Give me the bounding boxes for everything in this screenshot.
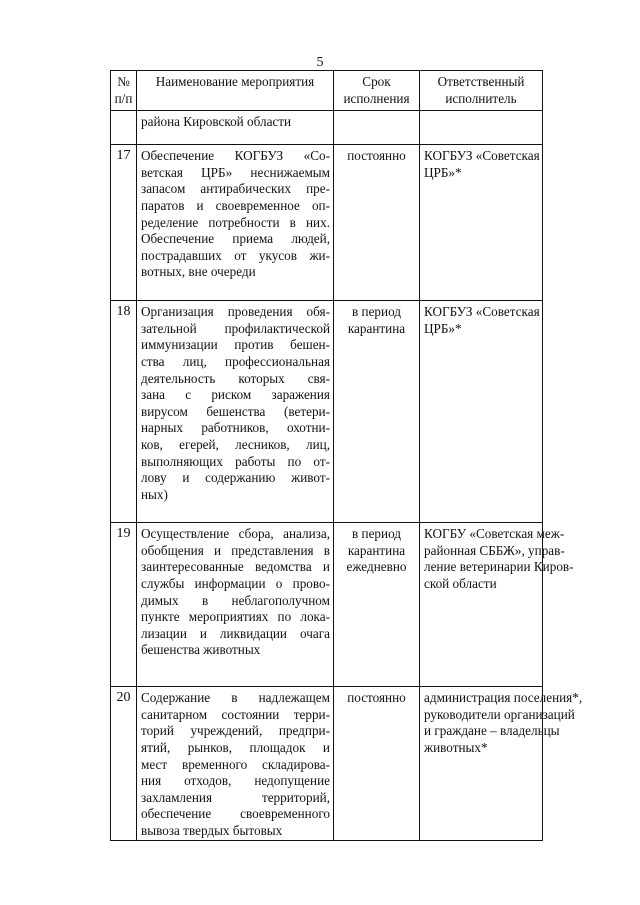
activity-cell-line: деятельность которых свя- bbox=[141, 370, 330, 386]
header-term: Срок исполнения bbox=[334, 71, 420, 111]
term-cell-line: карантина bbox=[347, 320, 406, 336]
activity-cell-line: пункте мероприятиях по лока- bbox=[141, 609, 330, 625]
activity-cell-line: запасом антирабических пре- bbox=[141, 181, 330, 197]
responsible-cell bbox=[420, 687, 583, 840]
row-number: 17 bbox=[111, 145, 137, 301]
term-cell-line: в период bbox=[351, 304, 401, 320]
row-number: 19 bbox=[111, 523, 137, 687]
activity-cell bbox=[137, 301, 334, 523]
activity-cell-line: ветская ЦРБ» неснижаемым bbox=[141, 164, 330, 180]
table-header-row bbox=[111, 71, 543, 111]
table-row bbox=[111, 145, 543, 301]
activity-cell-line: санитарном состоянии терри- bbox=[141, 706, 330, 722]
activity-cell-line: Содержание в надлежащем bbox=[141, 690, 330, 706]
activity-cell-line: зана с риском заражения bbox=[141, 387, 330, 403]
responsible-cell-line: ЦРБ»* bbox=[424, 320, 462, 336]
table-row bbox=[111, 687, 543, 840]
term-cell-line: карантина bbox=[347, 542, 406, 558]
responsible-cell-line: ской области bbox=[424, 575, 497, 591]
measures-table bbox=[110, 70, 583, 841]
responsible-cell-line: КОГБУЗ «Советская bbox=[424, 148, 540, 164]
activity-cell-line: нарных работников, охотни- bbox=[141, 420, 330, 436]
activity-cell bbox=[137, 111, 334, 145]
activity-cell-line: ков, егерей, лесников, лиц, bbox=[141, 436, 330, 452]
activity-cell-line: торий учреждений, предпри- bbox=[141, 723, 330, 739]
responsible-cell-line: ление ветеринарии Киров- bbox=[424, 559, 574, 575]
term-cell bbox=[334, 523, 420, 687]
responsible-cell-line: животных* bbox=[424, 739, 488, 755]
responsible-cell-line: руководители организаций bbox=[424, 706, 575, 722]
activity-cell-line: иммунизации против бешен- bbox=[141, 337, 330, 353]
activity-cell-line: Обеспечение КОГБУЗ «Со- bbox=[141, 148, 330, 164]
activity-cell-line: лизации и ликвидации очага bbox=[141, 625, 330, 641]
activity-cell-line: ределение потребности в них. bbox=[141, 214, 330, 230]
activity-cell-line: службы информации о прово- bbox=[141, 575, 330, 591]
header-num: № п/п bbox=[111, 71, 137, 111]
term-cell bbox=[334, 111, 420, 145]
term-cell bbox=[334, 145, 420, 301]
activity-cell-line: лову и содержанию живот- bbox=[141, 470, 330, 486]
activity-cell-line: ния отходов, недопущение bbox=[141, 773, 330, 789]
table-row bbox=[111, 523, 543, 687]
activity-cell-line: района Кировской области bbox=[141, 114, 292, 130]
activity-cell-line: ных) bbox=[141, 486, 168, 502]
responsible-cell bbox=[420, 145, 543, 301]
responsible-cell-line: КОГБУ «Советская меж- bbox=[424, 526, 565, 542]
responsible-cell-line: КОГБУЗ «Советская bbox=[424, 304, 540, 320]
responsible-cell-line: ЦРБ»* bbox=[424, 164, 462, 180]
term-cell-line: постоянно bbox=[347, 148, 406, 164]
activity-cell-line: Организация проведения обя- bbox=[141, 304, 330, 320]
table-row bbox=[111, 301, 543, 523]
term-cell-line: ежедневно bbox=[346, 559, 407, 575]
activity-cell-line: Осуществление сбора, анализа, bbox=[141, 526, 330, 542]
activity-cell-line: вотных, вне очереди bbox=[141, 264, 256, 280]
row-number: 20 bbox=[111, 687, 137, 840]
responsible-cell-line: и граждане – владельцы bbox=[424, 723, 560, 739]
activity-cell-line: Обеспечение приема людей, bbox=[141, 231, 330, 247]
activity-cell-line: обобщения и представления в bbox=[141, 542, 330, 558]
responsible-cell-line: районная СББЖ», управ- bbox=[424, 542, 565, 558]
activity-cell-line: вирусом бешенства (ветери- bbox=[141, 403, 330, 419]
page-number: 5 bbox=[316, 55, 324, 70]
header-activity: Наименование мероприятия bbox=[137, 71, 334, 111]
term-cell bbox=[334, 301, 420, 523]
activity-cell-line: зательной профилактической bbox=[141, 320, 330, 336]
row-number: 18 bbox=[111, 301, 137, 523]
table-row bbox=[111, 111, 543, 145]
responsible-cell-line: администрация поселения*, bbox=[424, 690, 583, 706]
activity-cell bbox=[137, 687, 334, 840]
activity-cell-line: мест временного складирова- bbox=[141, 756, 330, 772]
activity-cell bbox=[137, 145, 334, 301]
term-cell bbox=[334, 687, 420, 840]
term-cell-line: в период bbox=[351, 526, 401, 542]
activity-cell-line: димых в неблагополучном bbox=[141, 592, 330, 608]
row-number bbox=[111, 111, 137, 145]
activity-cell-line: ства лиц, профессиональная bbox=[141, 353, 330, 369]
activity-cell-line: выполняющих работы по от- bbox=[141, 453, 330, 469]
activity-cell-line: бешенства животных bbox=[141, 642, 261, 658]
activity-cell-line: заинтересованные ведомства и bbox=[141, 559, 330, 575]
activity-cell-line: обеспечение своевременного bbox=[141, 806, 330, 822]
activity-cell-line: паратов и своевременное оп- bbox=[141, 197, 330, 213]
activity-cell-line: пострадавших от укусов жи- bbox=[141, 247, 330, 263]
responsible-cell bbox=[420, 301, 543, 523]
activity-cell bbox=[137, 523, 334, 687]
responsible-cell bbox=[420, 111, 543, 145]
activity-cell-line: захламления территорий, bbox=[141, 789, 330, 805]
responsible-cell bbox=[420, 523, 574, 687]
activity-cell-line: вывоза твердых бытовых bbox=[141, 822, 283, 838]
header-responsible: Ответственный исполнитель bbox=[420, 71, 543, 111]
activity-cell-line: ятий, рынков, площадок и bbox=[141, 739, 330, 755]
term-cell-line: постоянно bbox=[347, 690, 406, 706]
